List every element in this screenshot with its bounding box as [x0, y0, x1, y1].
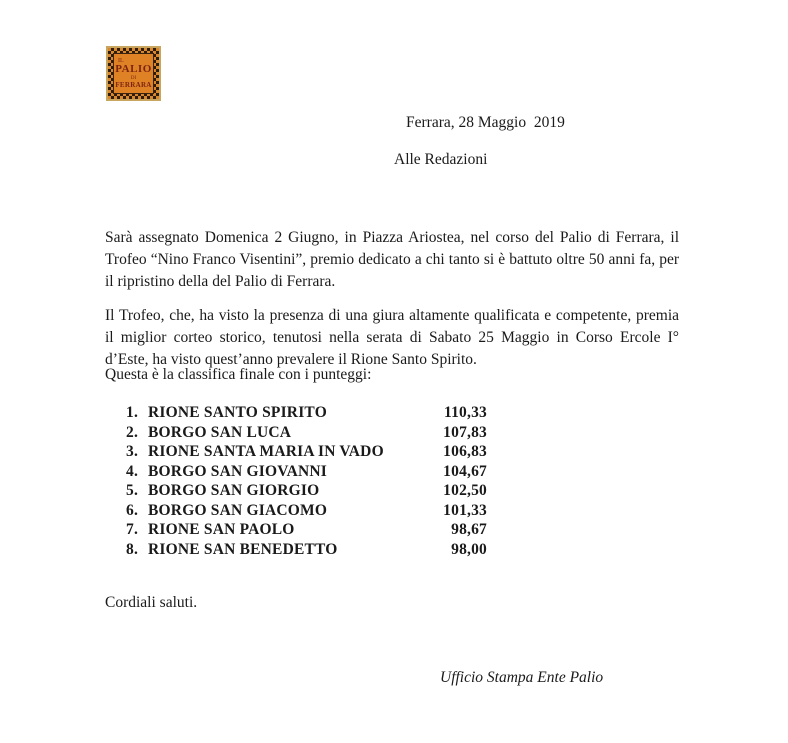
rank-score: 107,83 [443, 423, 487, 441]
rank-position: 5. [126, 482, 139, 499]
ranking-row [126, 442, 487, 462]
rank-name: RIONE SAN BENEDETTO [148, 540, 338, 558]
ranking-row [126, 501, 487, 521]
rank-name: RIONE SANTO SPIRITO [148, 404, 327, 421]
rank-score: 101,33 [443, 501, 487, 519]
rank-score: 102,50 [443, 482, 487, 499]
ranking-row [126, 481, 487, 501]
ranking-row [126, 520, 487, 540]
rank-name: RIONE SANTA MARIA IN VADO [148, 443, 384, 460]
ranking-list [126, 403, 487, 559]
dateline: Ferrara, 28 Maggio 2019 [406, 114, 565, 131]
ranking-row [126, 462, 487, 482]
rank-name: BORGO SAN GIACOMO [148, 501, 328, 519]
rank-position: 4. [126, 462, 139, 480]
rank-position: 8. [126, 540, 139, 558]
palio-ferrara-logo-inner [113, 53, 154, 94]
salutation: Cordiali saluti. [105, 594, 198, 611]
rank-position: 1. [126, 404, 139, 421]
rank-position: 3. [126, 443, 139, 460]
ranking-row [126, 423, 487, 443]
paragraph-jury-winner: Il Trofeo, che, ha visto la presenza di una giura altamente qualificata e competente, premia il miglior corteo storico, tenutosi nella serata di Sabato 25 Maggio in Corso Ercole I° d’Este, ha visto quest’anno prevalere il Rione Santo Spirito. [105, 306, 679, 368]
ranking-row [126, 403, 487, 423]
rank-score: 98,67 [451, 521, 487, 538]
logo-text-palio: PALIO [115, 63, 152, 75]
rank-name: BORGO SAN GIORGIO [148, 482, 320, 499]
rank-score: 98,00 [451, 540, 487, 558]
rank-position: 2. [126, 423, 139, 441]
logo-text-di: DI [130, 76, 137, 81]
rank-position: 7. [126, 521, 139, 538]
ranking-intro: Questa è la classifica finale con i punteggi: [105, 366, 372, 383]
signature: Ufficio Stampa Ente Palio [440, 669, 604, 686]
rank-score: 104,67 [443, 462, 487, 480]
paragraph-trofeo-announcement: Sarà assegnato Domenica 2 Giugno, in Piazza Ariostea, nel corso del Palio di Ferrara, il Trofeo “Nino Franco Visentini”, premio dedicato a chi tanto si è battuto oltre 50 anni fa, per il ripristino della del Palio di Ferrara. [105, 228, 679, 290]
rank-score: 110,33 [444, 404, 487, 421]
rank-name: BORGO SAN LUCA [148, 423, 292, 441]
palio-ferrara-logo [106, 46, 161, 101]
ranking-row [126, 540, 487, 560]
logo-text-il: IL [118, 58, 124, 64]
logo-text-ferrara: FERRARA [115, 81, 152, 89]
rank-name: BORGO SAN GIOVANNI [148, 462, 328, 480]
rank-score: 106,83 [443, 443, 487, 460]
rank-position: 6. [126, 501, 139, 519]
recipient: Alle Redazioni [394, 151, 488, 168]
rank-name: RIONE SAN PAOLO [148, 521, 295, 538]
